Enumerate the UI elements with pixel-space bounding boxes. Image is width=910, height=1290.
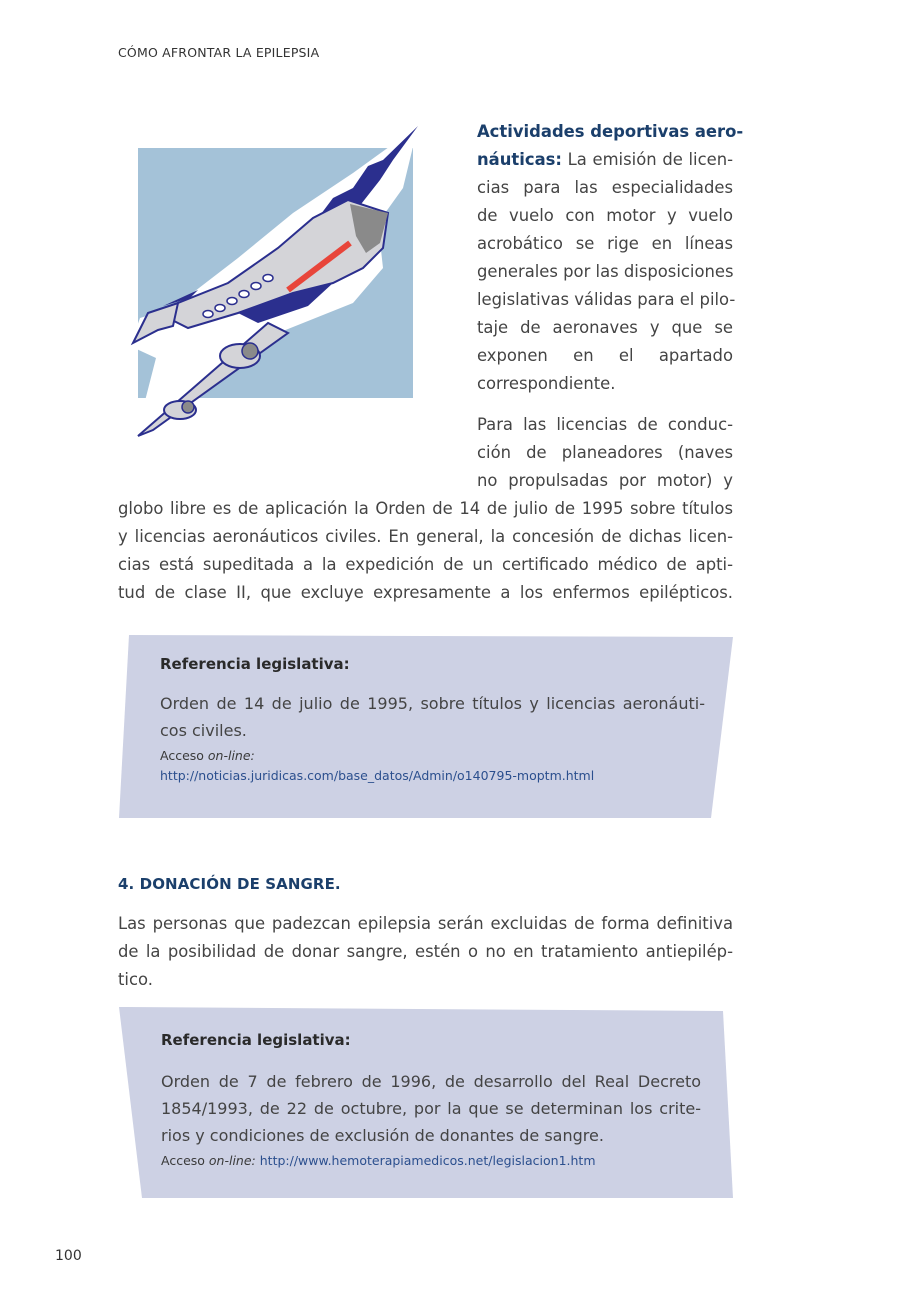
text-line xyxy=(477,118,744,146)
running-header: CÓMO AFRONTAR LA EPILEPSIA xyxy=(118,45,320,60)
aero-paragraph-1 xyxy=(477,118,744,398)
page-number: 100 xyxy=(55,1248,82,1264)
reference-body xyxy=(160,690,705,744)
text-line: 1854/1993, de 22 de octubre, por la que se determinan los crite- xyxy=(161,1099,701,1118)
text-line: Orden de 7 de febrero de 1996, de desarrollo del Real Decreto xyxy=(161,1072,701,1091)
access-label: Acceso xyxy=(161,1153,209,1168)
text-line: globo libre es de aplicación la Orden de 14 de julio de 1995 sobre títulos xyxy=(118,499,733,518)
text-line: acrobático se rige en líneas xyxy=(477,234,733,253)
section-heading: 4. DONACIÓN DE SANGRE. xyxy=(118,875,341,893)
text-line xyxy=(477,146,733,174)
blood-paragraph xyxy=(118,910,733,994)
text-line: rios y condiciones de exclusión de donantes de sangre. xyxy=(161,1126,604,1145)
access-label: Acceso xyxy=(160,748,208,763)
text-line: Para las licencias de conduc- xyxy=(477,415,733,434)
text-line: cos civiles. xyxy=(160,721,247,740)
reference-title: Referencia legislativa: xyxy=(160,655,350,673)
reference-access xyxy=(160,746,255,766)
text-line: de la posibilidad de donar sangre, estén o no en tratamiento antiepilép- xyxy=(118,942,733,961)
text-line: legislativas válidas para el pilo- xyxy=(477,290,736,309)
access-online-label: on-line: xyxy=(208,1153,256,1168)
text-line: Las personas que padezcan epilepsia serán excluidas de forma definitiva xyxy=(118,914,733,933)
text-span: La emisión de licen- xyxy=(561,150,733,169)
text-line: tud de clase II, que excluye expresamente a los enfermos epilépticos. xyxy=(118,583,733,602)
airplane-illustration xyxy=(118,118,463,478)
reference-title: Referencia legislativa: xyxy=(161,1031,351,1049)
text-line: cias está supeditada a la expedición de un certificado médico de apti- xyxy=(118,555,733,574)
access-online-label: on-line: xyxy=(207,748,255,763)
aero-paragraph-3 xyxy=(118,495,733,607)
lead-term-cont: náuticas: xyxy=(477,150,562,169)
text-line: Orden de 14 de julio de 1995, sobre títulos y licencias aeronáuti- xyxy=(160,694,705,713)
aero-paragraph-2 xyxy=(477,411,733,495)
lead-term: Actividades deportivas aero- xyxy=(477,122,744,141)
airplane-icon xyxy=(118,118,463,478)
text-line: de vuelo con motor y vuelo xyxy=(477,206,733,225)
reference-access xyxy=(161,1151,596,1171)
text-line: generales por las disposiciones xyxy=(477,262,734,281)
text-line: correspondiente. xyxy=(477,374,616,393)
text-line: exponen en el apartado xyxy=(477,346,733,365)
text-line: y licencias aeronáuticos civiles. En general, la concesión de dichas licen- xyxy=(118,527,733,546)
text-line: cias para las especialidades xyxy=(477,178,733,197)
text-line: no propulsadas por motor) y xyxy=(477,471,733,490)
text-line: ción de planeadores (naves xyxy=(477,443,733,462)
reference-url-link[interactable]: http://noticias.juridicas.com/base_datos/Admin/o140795-moptm.html xyxy=(160,768,595,783)
text-line: tico. xyxy=(118,970,153,989)
text-line: taje de aeronaves y que se xyxy=(477,318,733,337)
reference-url-link[interactable]: http://www.hemoterapiamedicos.net/legislacion1.htm xyxy=(259,1153,596,1168)
reference-body xyxy=(161,1068,701,1149)
